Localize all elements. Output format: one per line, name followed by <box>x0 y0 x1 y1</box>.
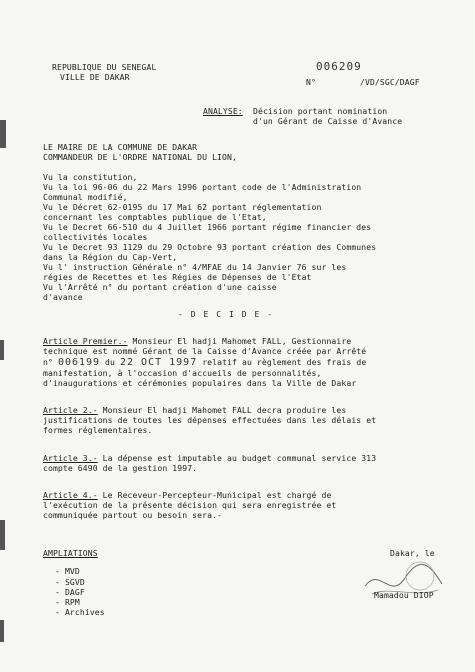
article-4-title: Article 4.- <box>43 490 98 500</box>
reference-prefix: N° <box>306 77 316 87</box>
decide-heading: - D E C I D E - <box>178 309 274 319</box>
edge-mark <box>0 520 5 550</box>
ampliation-item: - SGVD <box>55 577 85 587</box>
ampliations-title: AMPLIATIONS <box>43 548 98 558</box>
visa-line: régies de Recettes et les Régies de Dépenses de l'Etat <box>43 272 312 282</box>
visa-line: Communal modifié, <box>43 192 128 202</box>
article-3-title: Article 3.- <box>43 453 98 463</box>
visa-list <box>43 172 376 302</box>
stamp-date: 22 OCT 1997 <box>119 357 198 368</box>
analyse-line: Décision portant nomination <box>253 106 388 116</box>
visa-line: Vu l'Arrêté n° du portant création d'une caisse <box>43 282 277 292</box>
article-2-line: formes réglementaires. <box>43 425 153 435</box>
analyse-line: d'un Gérant de Caisse d'Avance <box>253 116 403 126</box>
city-heading: VILLE DE DAKAR <box>60 72 130 82</box>
edge-mark <box>0 120 6 148</box>
article-3-first-line <box>43 453 376 463</box>
ampliation-label: MVD <box>64 566 80 576</box>
article-1-title: Article Premier.- <box>43 336 128 346</box>
ampliation-label: Archives <box>64 607 105 617</box>
signatory-name: Mamadou DIOP <box>374 590 434 600</box>
visa-line: collectivités locales <box>43 232 148 242</box>
article-2-title: Article 2.- <box>43 405 98 415</box>
reference-suffix: /VD/SGC/DAGF <box>360 77 420 87</box>
article-1-text: Monsieur El hadji Mahomet FALL, Gestionnaire <box>127 336 352 346</box>
article-2-first-line <box>43 405 346 415</box>
republic-heading: REPUBLIQUE DU SENEGAL <box>52 62 157 72</box>
ampliation-item: - Archives <box>55 607 105 617</box>
ampliation-label: RPM <box>64 597 80 607</box>
visa-line: Vu l' instruction Générale n° 4/MFAE du 14 Janvier 76 sur les <box>43 262 347 272</box>
authority-line: COMMANDEUR DE L'ORDRE NATIONAL DU LION, <box>43 152 237 162</box>
visa-line: dans la Région du Cap-Vert, <box>43 252 178 262</box>
edge-mark <box>0 340 4 360</box>
article-1-line: d'inaugurations et cérémonies populaires dans la Ville de Dakar <box>43 378 357 388</box>
visa-line: Vu la loi 96-06 du 22 Mars 1996 portant code de l'Administration <box>43 182 362 192</box>
ampliation-label: DAGF <box>64 587 85 597</box>
article-1-du: du <box>105 357 115 367</box>
visa-line: Vu la constitution, <box>43 172 138 182</box>
article-1-line-3 <box>43 357 366 368</box>
article-2-line: justifications de toutes les dépenses effectuées dans les délais et <box>43 415 377 425</box>
visa-line: Vu le Decret 66-510 du 4 Juillet 1966 portant régime financier des <box>43 222 372 232</box>
visa-line: Vu le Décret 62-0195 du 17 Mai 62 portant réglementation <box>43 202 322 212</box>
article-1-text: relatif au règlement des frais de <box>202 357 367 367</box>
article-4-line: communiquée partout ou besoin sera.- <box>43 510 223 520</box>
article-1-number-prefix: n° <box>43 357 53 367</box>
ampliation-label: SGVD <box>64 577 85 587</box>
stamp-number: 006199 <box>57 357 101 368</box>
authority-line: LE MAIRE DE LA COMMUNE DE DAKAR <box>43 142 198 152</box>
reference-number: 006209 <box>316 60 362 73</box>
article-4-line: l'exécution de la présente décision qui sera enregistrée et <box>43 500 337 510</box>
visa-line: Vu le Decret 93 1129 du 29 Octobre 93 portant création des Communes <box>43 242 377 252</box>
article-2-text: Monsieur El hadji Mahomet FALL decra produire les <box>97 405 347 415</box>
article-4-text: Le Receveur-Percepteur-Municipal est chargé de <box>97 490 332 500</box>
edge-mark <box>0 620 4 642</box>
article-3-text: La dépense est imputable au budget communal service 313 <box>97 453 377 463</box>
place-date: Dakar, le <box>390 548 435 558</box>
ampliation-item: - RPM <box>55 597 80 607</box>
analyse-label: ANALYSE: <box>203 106 243 116</box>
article-1-line: technique est nommé Gérant de la Caisse d'Avance créée par Arrêté <box>43 346 367 356</box>
visa-line: concernant les comptables publique de l'Etat, <box>43 212 267 222</box>
article-4-first-line <box>43 490 331 500</box>
ampliation-item: - MVD <box>55 566 80 576</box>
ampliation-item: - DAGF <box>55 587 85 597</box>
article-3-line: compte 6490 de la gestion 1997. <box>43 463 198 473</box>
article-1-line: manifestation, à l'occasion d'accueils de personnalités, <box>43 368 322 378</box>
article-1-first-line <box>43 336 351 346</box>
visa-line: d'avance <box>43 292 83 302</box>
